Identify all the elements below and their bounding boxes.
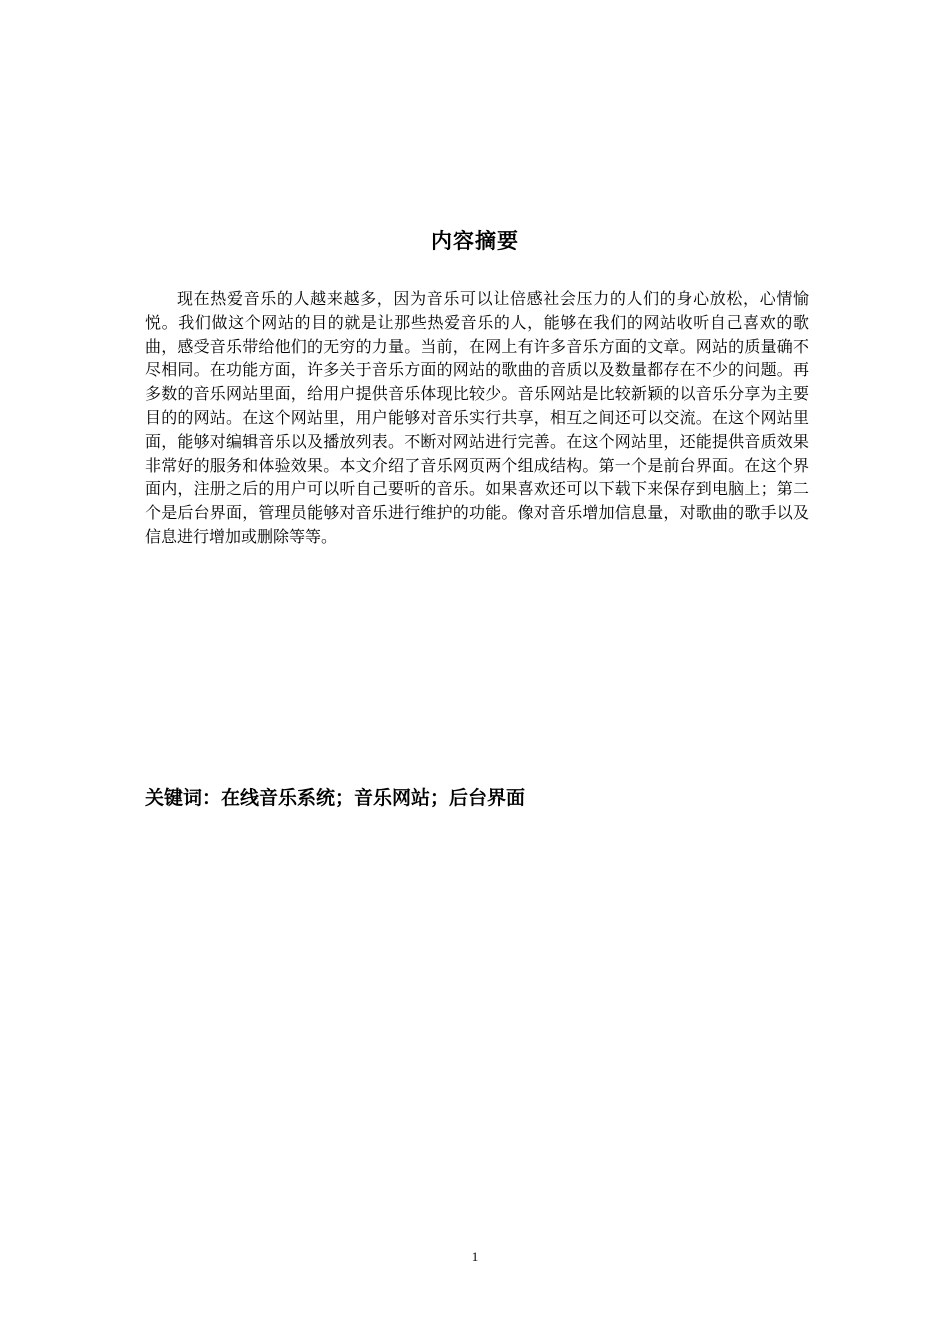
abstract-title: 内容摘要 — [431, 229, 519, 253]
abstract-body: 现在热爱音乐的人越来越多，因为音乐可以让倍感社会压力的人们的身心放松，心情愉悦。我们做这个网站的目的就是让那些热爱音乐的人，能够在我们的网站收听自己喜欢的歌曲，感受音乐带给他们的无穷的力量。当前，在网上有许多音乐方面的文章。网站的质量确不尽相同。在功能方面，许多关于音乐方面的网站的歌曲的音质以及数量都存在不少的问题。再多数的音乐网站里面，给用户提供音乐体现比较少。音乐网站是比较新颖的以音乐分享为主要目的的网站。在这个网站里，用户能够对音乐实行共享，相互之间还可以交流。在这个网站里面，能够对编辑音乐以及播放列表。不断对网站进行完善。在这个网站里，还能提供音质效果非常好的服务和体验效果。本文介绍了音乐网页两个组成结构。第一个是前台界面。在这个界面内，注册之后的用户可以听自己要听的音乐。如果喜欢还可以下载下来保存到电脑上；第二个是后台界面，管理员能够对音乐进行维护的功能。像对音乐增加信息量，对歌曲的歌手以及信息进行增加或删除等等。 — [145, 289, 809, 546]
keywords-line: 关键词：在线音乐系统；音乐网站；后台界面 — [145, 787, 526, 809]
page-number: 1 — [471, 1249, 479, 1264]
